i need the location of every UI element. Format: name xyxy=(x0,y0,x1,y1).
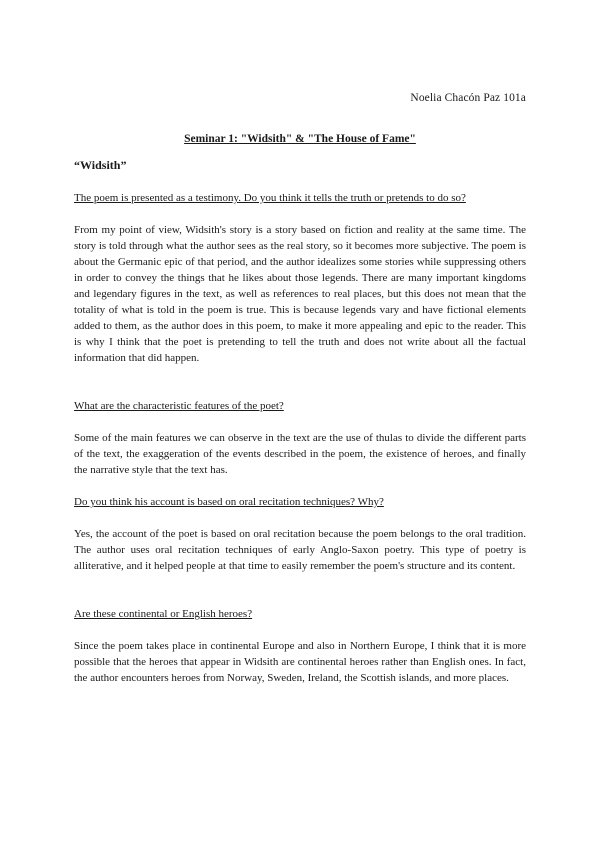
section-title: “Widsith” xyxy=(74,158,127,172)
answer-3: Yes, the account of the poet is based on oral recitation because the poem belongs to the oral tradition. The author uses oral recitation techniques of early Anglo-Saxon poetry. This type of poetry is alliterative, and it helped people at that time to easily remember the poem's structure and its content. xyxy=(74,528,526,572)
seminar-title: Seminar 1: "Widsith" & "The House of Fame" xyxy=(184,133,416,145)
question-4: Are these continental or English heroes? xyxy=(74,608,253,620)
question-3: Do you think his account is based on oral recitation techniques? Why? xyxy=(74,496,384,508)
answer-1: From my point of view, Widsith's story is a story based on fiction and reality at the same time. The story is told through what the author sees as the real story, so it becomes more subjective. The poem is about the Germanic epic of that period, and the author idealizes some stories while suppressing others in order to convey the things that he likes about those legends. There are many important kingdoms and legendary figures in the text, as well as references to real places, but this does not mean that the totality of what is told in the poem is true. This is because legends vary and have fictional elements added to them, as the author does in this poem, to make it more appealing and epic to the reader. This is why I think that the poet is pretending to tell the truth and does not write about all the factual information that did happen. xyxy=(74,224,526,364)
question-2: What are the characteristic features of the poet? xyxy=(74,400,284,412)
author-name: Noelia Chacón Paz 101a xyxy=(410,92,526,104)
answer-4: Since the poem takes place in continental Europe and also in Northern Europe, I think that it is more possible that the heroes that appear in Widsith are continental heroes rather than English ones. In fact, the author encounters heroes from Norway, Sweden, Ireland, the Scottish islands, and more places. xyxy=(74,640,526,684)
question-1: The poem is presented as a testimony. Do you think it tells the truth or pretends to do so? xyxy=(74,192,466,204)
answer-2: Some of the main features we can observe in the text are the use of thulas to divide the different parts of the text, the exaggeration of the events described in the poem, the existence of heroes, and finally the narrative style that the text has. xyxy=(74,432,526,476)
